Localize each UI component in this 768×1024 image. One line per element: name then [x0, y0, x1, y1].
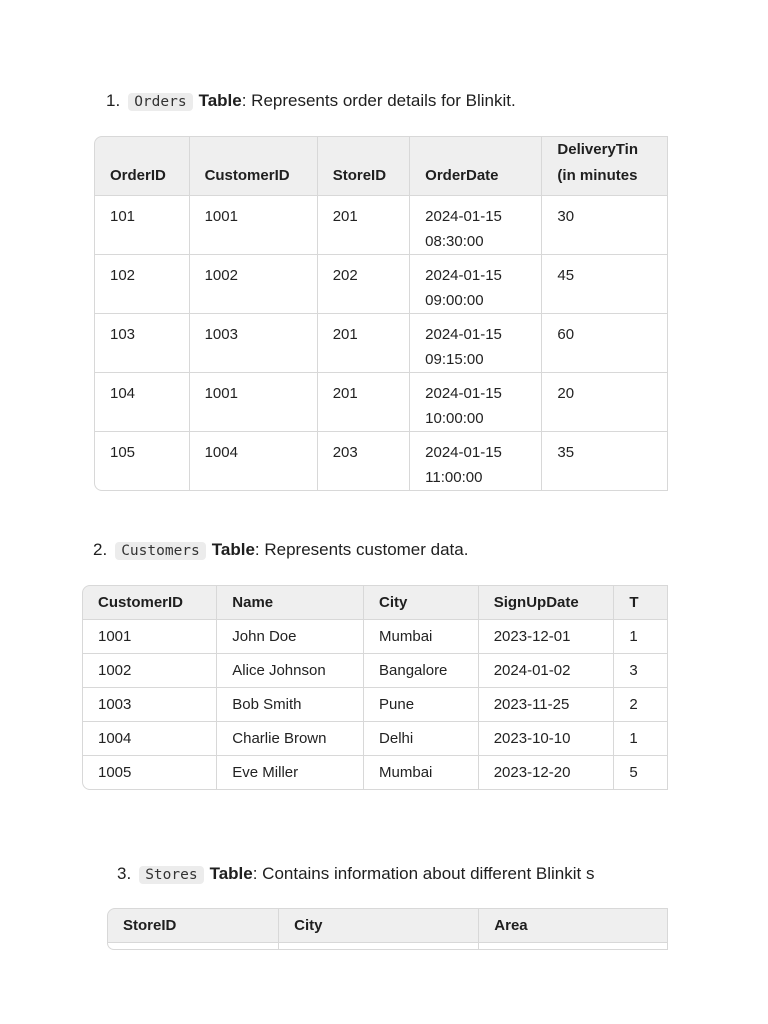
- section-description: : Contains information about different Blinkit s: [252, 864, 595, 883]
- table-cell: 2024-01-15 11:00:00: [410, 432, 542, 491]
- table-row: [82, 688, 668, 722]
- table-cell: Mumbai: [364, 620, 479, 654]
- column-header: T: [614, 585, 668, 620]
- column-header: City: [279, 908, 479, 943]
- column-header: Area: [479, 908, 668, 943]
- table-cell: 2024-01-15 09:15:00: [410, 314, 542, 373]
- orders-table-container[interactable]: [94, 136, 668, 492]
- table-cell: 201: [318, 314, 410, 373]
- column-header: Name: [217, 585, 364, 620]
- column-header: CustomerID: [82, 585, 217, 620]
- table-cell: 105: [94, 432, 190, 491]
- table-row: [82, 756, 668, 790]
- table-cell: 104: [94, 373, 190, 432]
- table-cell: 1: [614, 722, 668, 756]
- customers-table-container[interactable]: [82, 585, 668, 791]
- table-row: [82, 722, 668, 756]
- section-description: : Represents customer data.: [254, 540, 469, 559]
- table-row: [94, 196, 668, 255]
- table-cell: 1005: [82, 756, 217, 790]
- customers-table-heading: [93, 538, 468, 563]
- table-cell: Bob Smith: [217, 688, 364, 722]
- table-cell: Alice Johnson: [217, 654, 364, 688]
- table-cell: Charlie Brown: [217, 722, 364, 756]
- table-cell: 35: [542, 432, 668, 491]
- customers-table: [82, 585, 668, 790]
- table-cell: 1004: [82, 722, 217, 756]
- table-cell: 2023-10-10: [479, 722, 615, 756]
- table-cell: 2023-11-25: [479, 688, 615, 722]
- table-cell: 30: [542, 196, 668, 255]
- table-cell: 1001: [190, 196, 318, 255]
- table-label: Table: [198, 91, 242, 110]
- table-header-row: [107, 908, 668, 943]
- table-cell: 2023-12-20: [479, 756, 615, 790]
- table-cell: 101: [94, 196, 190, 255]
- stores-table: [107, 908, 668, 950]
- section-number: 2.: [93, 540, 108, 559]
- table-cell: 103: [94, 314, 190, 373]
- table-row: [94, 255, 668, 314]
- table-cell: Eve Miller: [217, 756, 364, 790]
- column-header: SignUpDate: [479, 585, 615, 620]
- table-row: [94, 432, 668, 491]
- table-cell: 2024-01-15 08:30:00: [410, 196, 542, 255]
- table-name-code: Stores: [139, 866, 203, 884]
- table-cell: 3: [614, 654, 668, 688]
- table-cell: 2024-01-15 10:00:00: [410, 373, 542, 432]
- orders-table: [94, 136, 668, 491]
- table-cell: 1001: [82, 620, 217, 654]
- table-cell: 1003: [190, 314, 318, 373]
- column-header: OrderDate: [410, 136, 542, 196]
- table-cell: 1: [614, 620, 668, 654]
- column-header: City: [364, 585, 479, 620]
- table-cell: 1002: [190, 255, 318, 314]
- table-header-row: [82, 585, 668, 620]
- table-cell: 60: [542, 314, 668, 373]
- table-row: [107, 943, 668, 950]
- table-cell: 20: [542, 373, 668, 432]
- table-row: [82, 654, 668, 688]
- table-cell: 201: [318, 373, 410, 432]
- table-name-code: Customers: [115, 542, 206, 560]
- stores-table-heading: [117, 862, 668, 887]
- table-cell: 201: [318, 196, 410, 255]
- table-row: [94, 314, 668, 373]
- column-header: StoreID: [107, 908, 279, 943]
- table-cell: [279, 943, 479, 950]
- table-cell: 202: [318, 255, 410, 314]
- table-cell: [107, 943, 279, 950]
- table-cell: 1001: [190, 373, 318, 432]
- table-cell: 102: [94, 255, 190, 314]
- table-cell: Delhi: [364, 722, 479, 756]
- orders-table-heading: [106, 89, 516, 114]
- table-cell: 45: [542, 255, 668, 314]
- table-cell: 2024-01-15 09:00:00: [410, 255, 542, 314]
- table-cell: 2023-12-01: [479, 620, 615, 654]
- table-cell: 203: [318, 432, 410, 491]
- table-cell: 5: [614, 756, 668, 790]
- section-description: : Represents order details for Blinkit.: [241, 91, 516, 110]
- table-label: Table: [209, 864, 253, 883]
- table-label: Table: [211, 540, 255, 559]
- table-cell: [479, 943, 668, 950]
- table-cell: Mumbai: [364, 756, 479, 790]
- column-header: StoreID: [318, 136, 410, 196]
- column-header: OrderID: [94, 136, 190, 196]
- table-row: [94, 373, 668, 432]
- table-row: [82, 620, 668, 654]
- table-cell: Bangalore: [364, 654, 479, 688]
- column-header: CustomerID: [190, 136, 318, 196]
- table-cell: 2: [614, 688, 668, 722]
- column-header: DeliveryTin (in minutes: [542, 136, 668, 196]
- table-cell: 1004: [190, 432, 318, 491]
- table-cell: Pune: [364, 688, 479, 722]
- table-cell: John Doe: [217, 620, 364, 654]
- table-name-code: Orders: [128, 93, 192, 111]
- section-number: 1.: [106, 91, 121, 110]
- table-header-row: [94, 136, 668, 196]
- stores-table-container[interactable]: [107, 908, 668, 950]
- section-number: 3.: [117, 864, 132, 883]
- table-cell: 1003: [82, 688, 217, 722]
- table-cell: 1002: [82, 654, 217, 688]
- table-cell: 2024-01-02: [479, 654, 615, 688]
